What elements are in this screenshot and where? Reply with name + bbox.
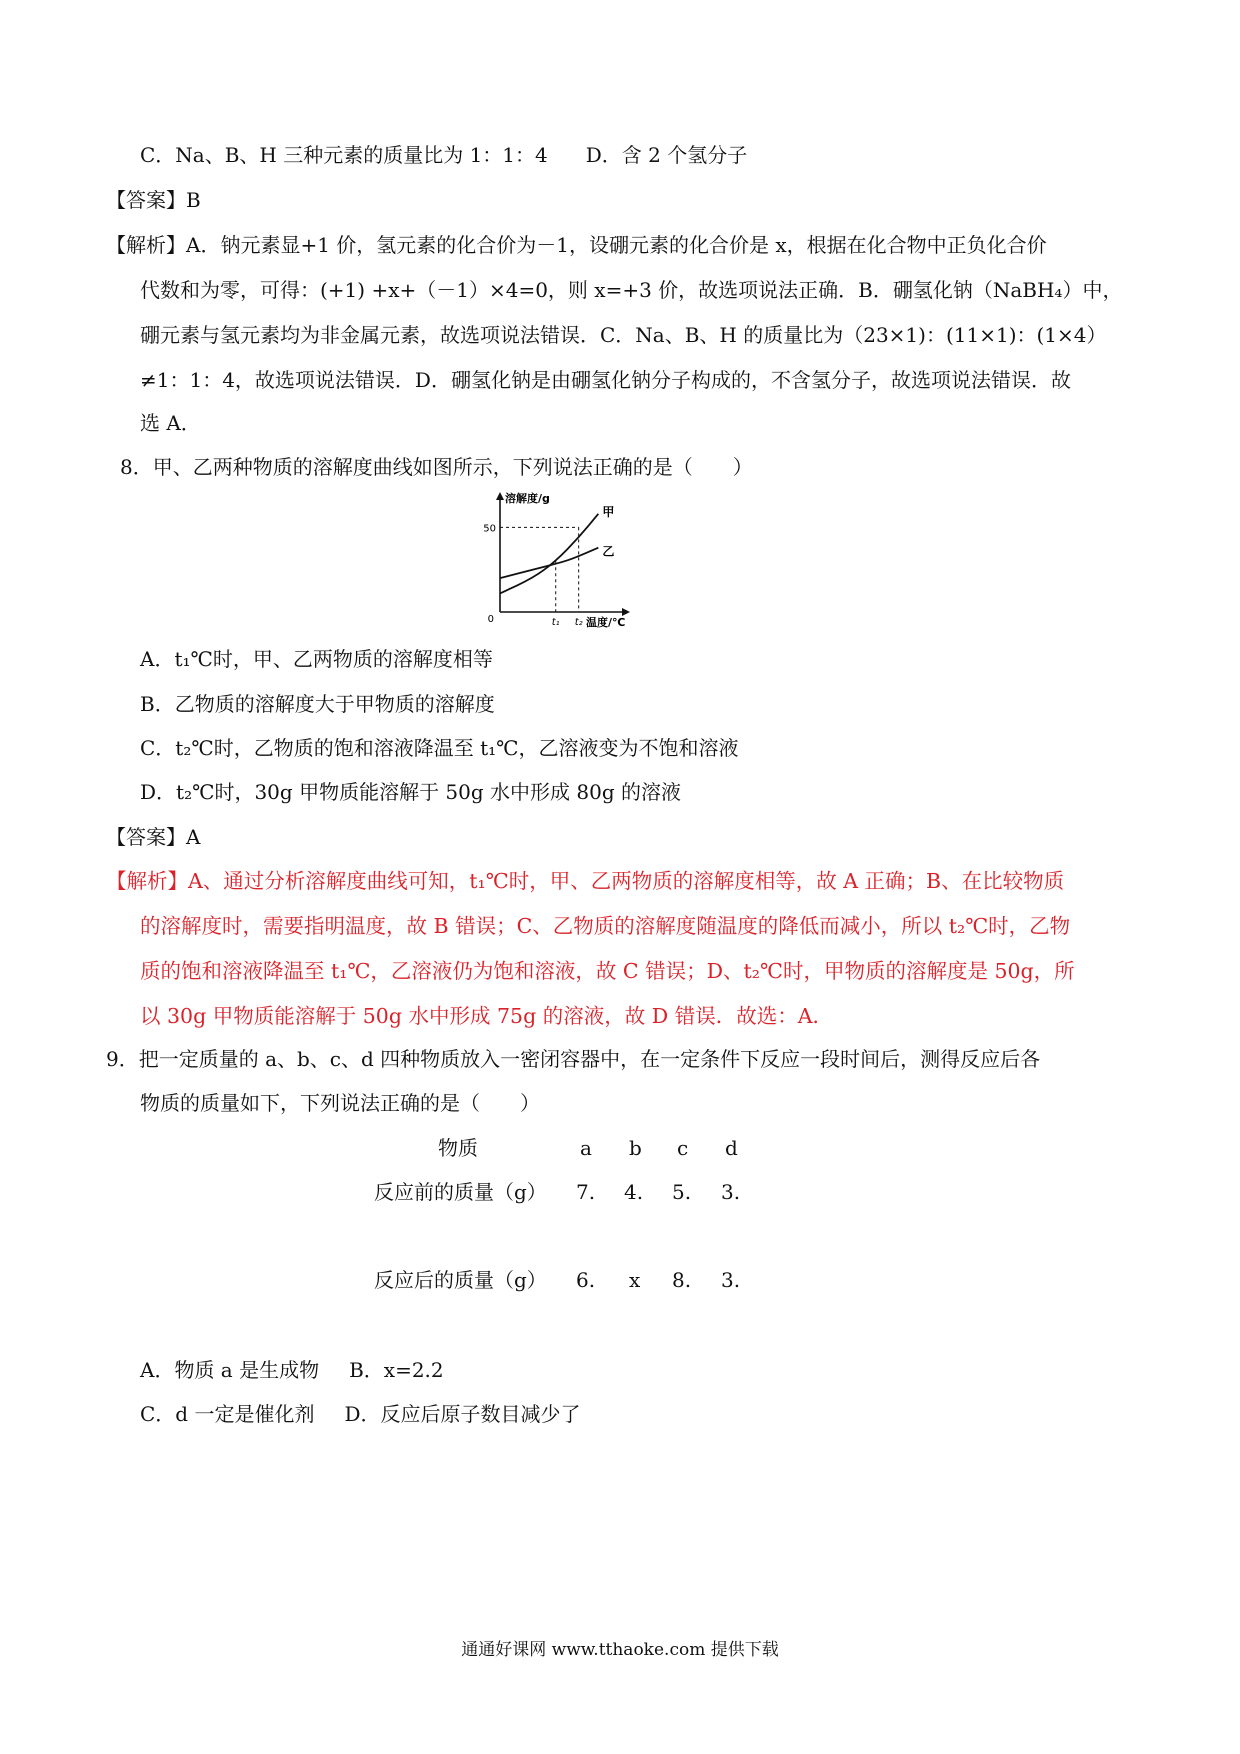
q9-options-cd (140, 1399, 581, 1429)
x-tick-label-t1: t₁ (551, 617, 560, 628)
q9-option-d: D．反应后原子数目减少了 (344, 1402, 581, 1426)
q8-option-b: B．乙物质的溶解度大于甲物质的溶解度 (140, 692, 495, 716)
q7-analysis-line-3: 硼元素与氢元素均为非金属元素，故选项说法错误．C．Na、B、H 的质量比为（23×1)：(11×1)：(1×4） (140, 323, 1107, 347)
q8-answer: 【答案】A (106, 825, 201, 849)
q8-stem: 8．甲、乙两种物质的溶解度曲线如图所示，下列说法正确的是（ ） (120, 455, 753, 479)
q7-analysis-line-1: 【解析】A．钠元素显+1 价，氢元素的化合价为－1，设硼元素的化合价是 x，根据在化合物中正负化合价 (106, 233, 1047, 257)
q9-stem-line-2: 物质的质量如下，下列说法正确的是（ ） (140, 1091, 540, 1115)
q8-analysis-line-4: 以 30g 甲物质能溶解于 50g 水中形成 75g 的溶液，故 D 错误．故选：A． (140, 1004, 833, 1028)
q7-analysis-line-2: 代数和为零，可得：(+1) +x+（－1）×4=0，则 x=+3 价，故选项说法正确．B．硼氢化钠（NaBH₄）中， (140, 278, 1123, 302)
table-row-before-c: 5. (672, 1180, 692, 1204)
q8-option-c: C．t₂℃时，乙物质的饱和溶液降温至 t₁℃，乙溶液变为不饱和溶液 (140, 736, 739, 760)
q7-analysis-line-5: 选 A． (140, 411, 201, 435)
series-label-yi: 乙 (602, 544, 615, 559)
y-axis-label: 溶解度/g (505, 492, 550, 505)
q9-option-b: B．x=2.2 (349, 1358, 444, 1382)
table-header-a: a (580, 1136, 592, 1160)
y-axis-arrow (496, 492, 504, 500)
table-row-after-b: x (629, 1268, 641, 1292)
q9-option-c: C．d 一定是催化剂 (140, 1402, 315, 1426)
x-tick-label-t2: t₂ (574, 617, 583, 628)
origin-label: 0 (487, 614, 494, 625)
x-axis-label: 温度/℃ (586, 616, 626, 629)
q7-option-d: D．含 2 个氢分子 (585, 143, 748, 167)
series-line-yi (500, 548, 598, 578)
q7-analysis-line-4: ≠1：1：4，故选项说法错误．D．硼氢化钠是由硼氢化钠分子构成的，不含氢分子，故选项说法错误．故 (140, 368, 1071, 392)
series-label-jia: 甲 (602, 504, 615, 519)
table-header-d: d (725, 1136, 738, 1160)
q8-option-d: D．t₂℃时，30g 甲物质能溶解于 50g 水中形成 80g 的溶液 (140, 780, 682, 804)
table-row-before-b: 4. (624, 1180, 644, 1204)
q9-stem-line-1: 9．把一定质量的 a、b、c、d 四种物质放入一密闭容器中，在一定条件下反应一段时间后，测得反应后各 (106, 1047, 1041, 1071)
q9-options-ab (140, 1355, 444, 1385)
q9-option-a: A．物质 a 是生成物 (140, 1358, 320, 1382)
table-header-c: c (677, 1136, 689, 1160)
q8-option-a: A．t₁℃时，甲、乙两物质的溶解度相等 (140, 647, 493, 671)
q7-answer: 【答案】B (106, 188, 201, 212)
table-header-b: b (629, 1136, 642, 1160)
table-row-after-d: 3. (721, 1268, 741, 1292)
page-footer: 通通好课网 www.tthaoke.com 提供下载 (461, 1640, 779, 1660)
y-tick-label: 50 (483, 523, 496, 535)
table-header-substance: 物质 (438, 1136, 478, 1160)
q7-options-cd (140, 140, 747, 170)
table-row-after-c: 8. (672, 1268, 692, 1292)
table-row-before-d: 3. (721, 1180, 741, 1204)
table-row-before-label: 反应前的质量（g） (374, 1180, 547, 1204)
x-axis-arrow (622, 608, 630, 616)
q8-analysis-line-1: 【解析】A、通过分析溶解度曲线可知，t₁℃时，甲、乙两物质的溶解度相等，故 A 正确；B、在比较物质 (106, 869, 1065, 893)
table-row-after-label: 反应后的质量（g） (374, 1268, 547, 1292)
q8-analysis-line-3: 质的饱和溶液降温至 t₁℃，乙溶液仍为饱和溶液，故 C 错误；D、t₂℃时，甲物质的溶解度是 50g，所 (140, 959, 1075, 983)
table-row-before-a: 7. (576, 1180, 596, 1204)
solubility-chart (478, 486, 638, 636)
q7-option-c: C．Na、B、H 三种元素的质量比为 1：1：4 (140, 143, 548, 167)
table-row-after-a: 6. (576, 1268, 596, 1292)
q8-analysis-line-2: 的溶解度时，需要指明温度，故 B 错误；C、乙物质的溶解度随温度的降低而减小，所以 t₂℃时，乙物 (140, 914, 1071, 938)
